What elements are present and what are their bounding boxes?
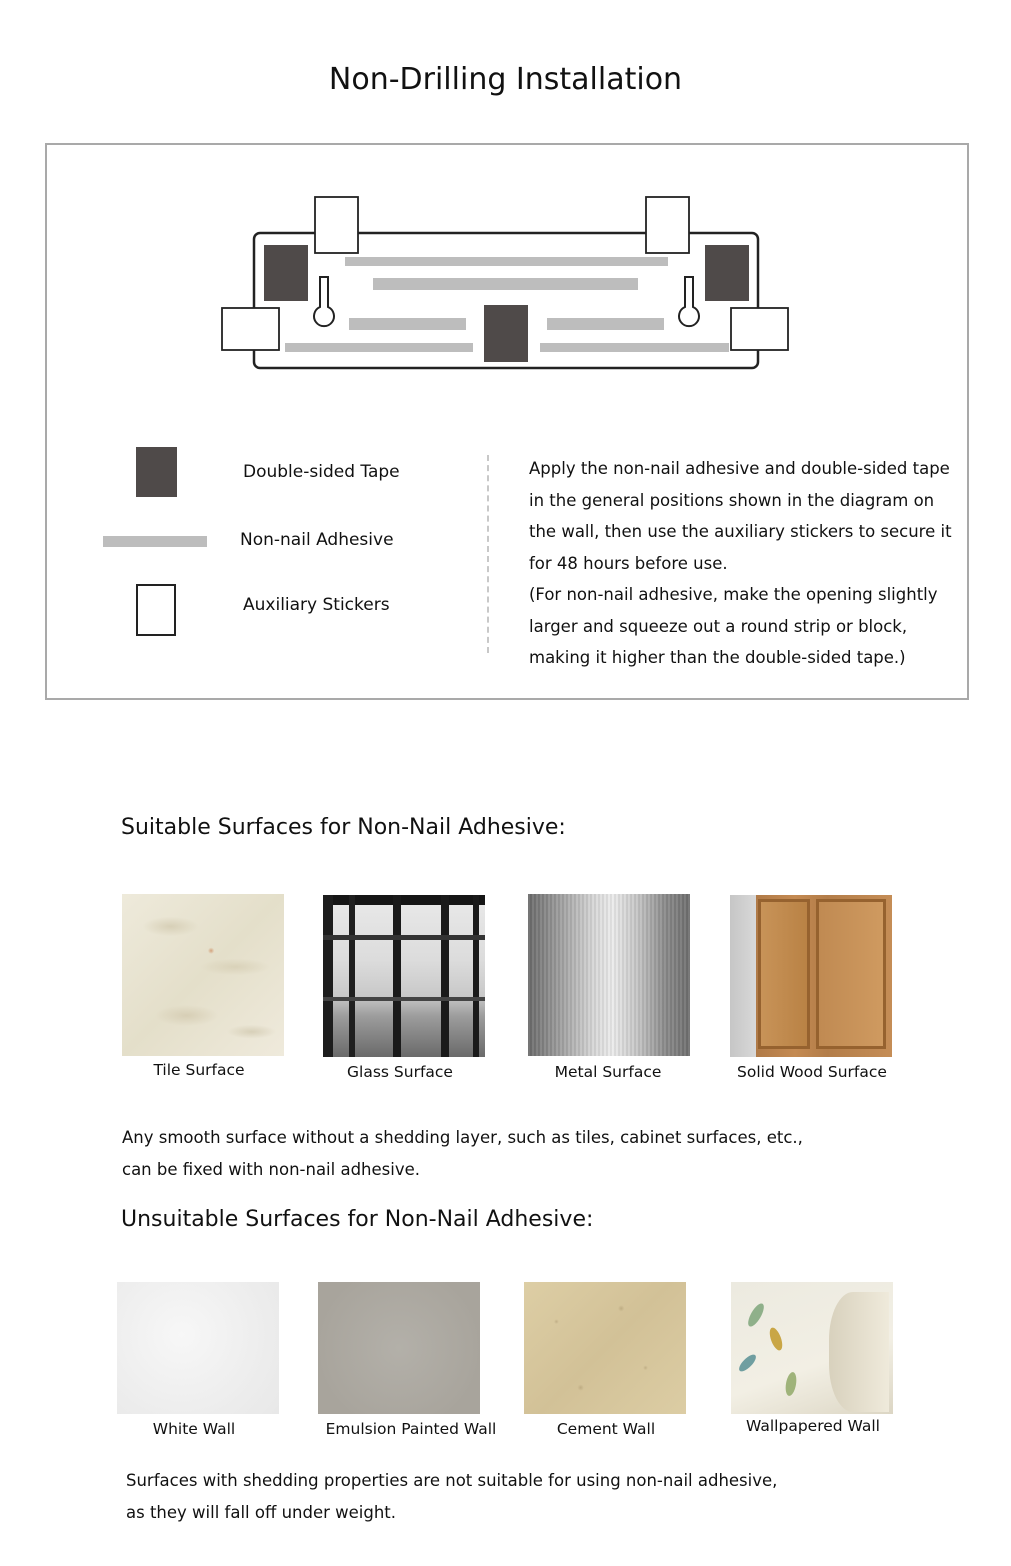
tape-pad-center [484, 305, 528, 362]
unsuitable-heading: Unsuitable Surfaces for Non-Nail Adhesive: [121, 1207, 594, 1232]
unsuitable-note-line: as they will fall off under weight. [126, 1503, 397, 1522]
unsuitable-note-line: Surfaces with shedding properties are not suitable for using non-nail adhesive, [126, 1471, 778, 1490]
cement-wall-caption: Cement Wall [556, 1420, 656, 1438]
adhesive-strip [285, 343, 473, 352]
installation-diagram [220, 195, 792, 375]
metal-surface-caption: Metal Surface [554, 1063, 662, 1081]
instruction-line: making it higher than the double-sided tape.) [529, 648, 906, 667]
wallpapered-wall-image [731, 1282, 893, 1414]
auxiliary-sticker-top-right [646, 197, 689, 253]
page-title: Non-Drilling Installation [328, 62, 683, 97]
auxiliary-sticker-left [222, 308, 279, 350]
instruction-line: larger and squeeze out a round strip or block, [529, 616, 908, 636]
white-wall-image [117, 1282, 279, 1414]
solid-wood-surface-image [730, 895, 892, 1057]
instruction-line: (For non-nail adhesive, make the opening slightly [529, 585, 938, 604]
unsuitable-note [126, 1465, 777, 1529]
adhesive-strip [373, 278, 638, 290]
emulsion-painted-wall-caption: Emulsion Painted Wall [325, 1420, 497, 1438]
legend-divider [487, 455, 489, 653]
wallpapered-wall-caption: Wallpapered Wall [746, 1417, 880, 1435]
auxiliary-sticker-right [731, 308, 788, 350]
legend-sticker-swatch [136, 584, 176, 636]
tape-pad-right [705, 245, 749, 301]
instruction-line: Apply the non-nail adhesive and double-sided tape [529, 459, 950, 478]
suitable-heading: Suitable Surfaces for Non-Nail Adhesive: [121, 815, 566, 840]
legend-tape-swatch [136, 447, 177, 497]
suitable-note-line: Any smooth surface without a shedding layer, such as tiles, cabinet surfaces, etc., [122, 1128, 803, 1147]
legend-adhesive-label: Non-nail Adhesive [240, 530, 394, 550]
emulsion-painted-wall-image [318, 1282, 480, 1414]
suitable-note-line: can be fixed with non-nail adhesive. [122, 1160, 421, 1179]
cement-wall-image [524, 1282, 686, 1414]
white-wall-caption: White Wall [152, 1420, 236, 1438]
instruction-line: in the general positions shown in the diagram on [529, 490, 935, 510]
adhesive-strip [349, 318, 466, 330]
tape-pad-left [264, 245, 308, 301]
legend-sticker-label: Auxiliary Stickers [243, 595, 390, 615]
suitable-note [122, 1122, 803, 1186]
legend-tape-label: Double-sided Tape [243, 462, 400, 482]
adhesive-strip [547, 318, 664, 330]
solid-wood-surface-caption: Solid Wood Surface [737, 1063, 887, 1081]
adhesive-strip [345, 257, 668, 266]
tile-surface-image [122, 894, 284, 1056]
auxiliary-sticker-top-left [315, 197, 358, 253]
glass-surface-image [323, 895, 485, 1057]
tile-surface-caption: Tile Surface [153, 1061, 245, 1079]
glass-surface-caption: Glass Surface [347, 1063, 453, 1081]
metal-surface-image [528, 894, 690, 1056]
instruction-line: for 48 hours before use. [529, 553, 728, 573]
instruction-line: the wall, then use the auxiliary stickers to secure it [529, 522, 952, 541]
instructions-text [529, 453, 959, 674]
legend-adhesive-swatch [103, 536, 207, 547]
adhesive-strip [540, 343, 729, 352]
